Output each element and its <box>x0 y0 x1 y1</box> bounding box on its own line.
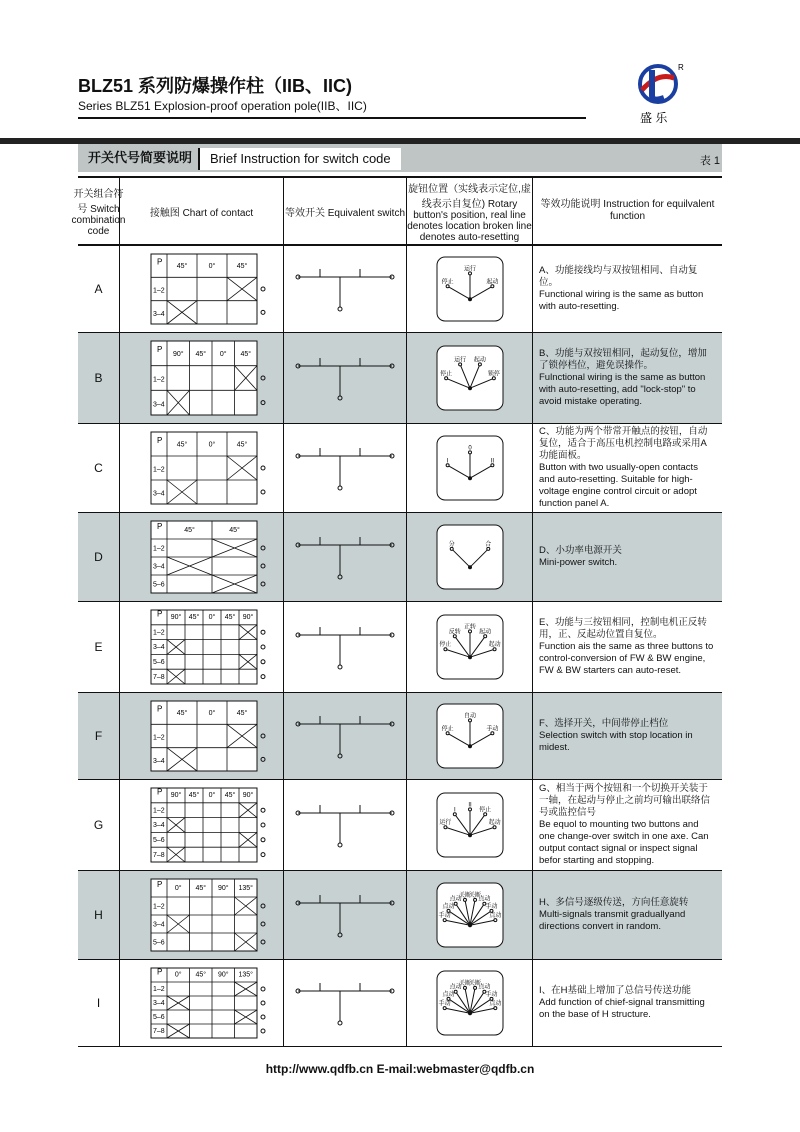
table-number: 表 1 <box>699 155 720 167</box>
dial-center <box>468 923 472 927</box>
dial-position-label: 关断 <box>458 980 471 987</box>
chart-angle-label: 90° <box>242 613 253 621</box>
rotary-knob-dial <box>435 791 505 859</box>
dial-position-label: 点动 <box>449 896 462 903</box>
chart-angle-label: 45° <box>176 710 187 717</box>
chart-contact-label: 1–2 <box>152 466 165 474</box>
chart-p-label: P <box>156 522 162 532</box>
chart-p-label: P <box>156 257 162 267</box>
description-zh: I、在H基础上增加了总信号传送功能 <box>539 985 692 997</box>
chart-terminal <box>261 376 265 380</box>
dial-position-label: 关断 <box>458 892 471 899</box>
switch-terminal <box>338 843 342 847</box>
dial-center <box>468 655 472 659</box>
chart-terminal <box>261 904 265 908</box>
chart-contact-label: 5–6 <box>152 837 165 845</box>
chart-angle-label: 45° <box>224 791 235 799</box>
table-row <box>78 693 722 780</box>
description-zh: H、多信号逐级传送，方向任意旋转 <box>539 897 689 909</box>
contact-chart <box>127 606 277 688</box>
equivalent-switch-cell <box>284 960 407 1046</box>
table-body <box>78 246 722 1047</box>
chart-contact-label: 5–6 <box>152 659 165 667</box>
chart-terminal <box>261 757 265 761</box>
chart-terminal <box>261 287 265 291</box>
chart-contact-label: 1–2 <box>152 807 165 815</box>
chart-angle-label: 45° <box>236 710 247 717</box>
contact-chart <box>127 784 277 866</box>
equivalent-switch-diagram <box>290 518 400 596</box>
dial-position-label: 起动 <box>478 629 491 636</box>
header-rule <box>78 117 586 119</box>
table-row <box>78 424 722 513</box>
chart-contact-label: 3–4 <box>152 1000 165 1008</box>
chart-contact-label: 1–2 <box>152 986 165 994</box>
function-description <box>533 602 722 692</box>
dial-position-label: 停止 <box>438 642 451 649</box>
chart-contact-label: 3–4 <box>152 401 165 409</box>
chart-angle-label: 90° <box>170 791 181 799</box>
header-function: 等效功能说明 Instruction for equilvalent function <box>540 198 715 222</box>
function-description <box>533 960 722 1046</box>
chart-terminal <box>261 853 265 857</box>
header-code: 开关组合符号 Switch combination code <box>78 178 120 244</box>
dial-position-label: 0 <box>467 445 472 452</box>
description-en: Mini-power switch. <box>539 557 618 568</box>
rotary-position-cell <box>407 602 533 692</box>
dial-center <box>468 833 472 837</box>
header-contact-chart: 接触图 Chart of contact <box>120 178 284 244</box>
switch-terminal <box>338 1021 342 1025</box>
rotary-knob-dial <box>435 969 505 1037</box>
chart-terminal <box>261 1015 265 1019</box>
description-en: Functional wiring is the same as button with auto-resetting. <box>539 289 704 312</box>
function-description <box>533 424 722 512</box>
chart-angle-label: 45° <box>194 884 206 892</box>
table-row <box>78 513 722 602</box>
switch-code-table <box>71 176 722 1047</box>
chart-terminal <box>261 401 265 405</box>
chart-contact-label: 7–8 <box>152 1028 165 1036</box>
switch-code: G <box>78 780 120 870</box>
chart-angle-label: 45° <box>194 971 206 979</box>
rotary-position-cell <box>407 333 533 423</box>
chart-terminal <box>261 675 265 679</box>
switch-code: D <box>78 513 120 601</box>
description-en: Selection switch with stop location in midest. <box>539 730 693 753</box>
chart-angle-label: 45° <box>176 263 187 270</box>
dial-center <box>468 476 472 480</box>
function-description <box>533 780 722 870</box>
function-description <box>533 871 722 959</box>
chart-angle-label: 0° <box>208 710 215 717</box>
dial-position-label: 锁停 <box>487 371 500 378</box>
switch-code: I <box>78 960 120 1046</box>
dial-position-label: 停止 <box>478 807 491 814</box>
chart-contact-label: 3–4 <box>152 822 165 830</box>
description-zh: G、相当于两个按钮和一个切换开关装于一轴，在起动与停止之前均可输出联络信号或监控信号 <box>539 783 711 819</box>
dial-position-label: I <box>453 807 456 814</box>
chart-p-label: P <box>156 345 162 355</box>
table-header-row <box>71 176 722 246</box>
chart-angle-label: 0° <box>174 971 182 979</box>
table-row <box>78 780 722 871</box>
description-zh: C、功能为两个带常开触点的按钮，自动复位，适合于高压电机控制电路或采用A功能面板。 <box>539 426 708 462</box>
switch-code: B <box>78 333 120 423</box>
dial-position-label: 点动 <box>442 903 455 910</box>
chart-contact-label: 1–2 <box>152 376 165 384</box>
contact-chart-cell <box>120 960 284 1046</box>
chart-contact-label: 7–8 <box>152 673 165 681</box>
chart-angle-label: 45° <box>224 613 235 621</box>
chart-contact-label: 3–4 <box>152 310 165 318</box>
chart-terminal <box>261 645 265 649</box>
equivalent-switch-diagram <box>290 876 400 954</box>
rotary-position-cell <box>407 246 533 332</box>
dial-center <box>468 386 472 390</box>
equivalent-switch-cell <box>284 780 407 870</box>
equivalent-switch-cell <box>284 693 407 779</box>
rotary-position-cell <box>407 960 533 1046</box>
table-row <box>78 960 722 1047</box>
chart-contact-label: 1–2 <box>152 545 165 553</box>
equivalent-switch-diagram <box>290 698 400 774</box>
dial-position-label: II <box>490 458 494 465</box>
rotary-knob-dial <box>435 434 505 502</box>
chart-angle-label: 0° <box>208 791 215 799</box>
chart-terminal <box>261 734 265 738</box>
chart-terminal <box>261 466 265 470</box>
chart-angle-label: 90° <box>242 791 253 799</box>
switch-code: H <box>78 871 120 959</box>
chart-angle-label: 90° <box>172 350 184 358</box>
contact-chart <box>127 428 277 508</box>
chart-p-label: P <box>156 787 162 797</box>
dial-position-label: 停止 <box>441 726 454 733</box>
dial-position-label: 点动 <box>449 984 462 991</box>
chart-terminal <box>261 490 265 494</box>
equivalent-switch-diagram <box>290 338 400 418</box>
table-row <box>78 871 722 960</box>
dial-position-label: 起动 <box>473 357 486 364</box>
chart-angle-label: 135° <box>238 971 253 979</box>
chart-terminal <box>261 546 265 550</box>
dial-center <box>468 744 472 748</box>
logo-text: 盛 乐 <box>640 111 668 125</box>
dial-position-label: 运行 <box>438 820 451 827</box>
logo-registered: R <box>678 63 684 72</box>
rotary-knob-dial <box>435 613 505 681</box>
description-zh: D、小功率电源开关 <box>539 545 622 557</box>
chart-angle-label: 45° <box>188 791 199 799</box>
equivalent-switch-cell <box>284 871 407 959</box>
chart-p-label: P <box>156 435 162 445</box>
page-title: BLZ51 系列防爆操作柱（IIB、IIC) <box>78 76 353 96</box>
chart-terminal <box>261 582 265 586</box>
contact-chart-cell <box>120 693 284 779</box>
rotary-knob-dial <box>435 523 505 591</box>
chart-terminal <box>261 808 265 812</box>
dial-position-label: 点动 <box>477 896 490 903</box>
chart-p-label: P <box>156 880 162 890</box>
dial-position-label: 手动 <box>438 913 451 920</box>
switch-terminal <box>338 754 342 758</box>
contact-chart <box>127 697 277 775</box>
chart-terminal <box>261 838 265 842</box>
function-description <box>533 693 722 779</box>
dial-position-label: 反转 <box>448 629 461 636</box>
dial-frame <box>437 525 503 589</box>
chart-terminal <box>261 660 265 664</box>
chart-contact-label: 3–4 <box>152 921 165 929</box>
chart-terminal <box>261 922 265 926</box>
dial-position-label: 起动 <box>488 642 501 649</box>
chart-terminal <box>261 310 265 314</box>
switch-code: E <box>78 602 120 692</box>
chart-angle-label: 45° <box>176 441 187 449</box>
table-row <box>78 246 722 333</box>
rotary-position-cell <box>407 424 533 512</box>
chart-contact-label: 3–4 <box>152 490 165 498</box>
contact-chart-cell <box>120 424 284 512</box>
chart-angle-label: 135° <box>238 884 253 892</box>
dial-position-label: 停止 <box>439 371 452 378</box>
description-zh: B、功能与双按钮相同，起动复位，增加了锁停档位，避免误操作。 <box>539 348 707 372</box>
chart-angle-label: 90° <box>170 613 181 621</box>
description-en: Button with two usually-open contacts and auto-resetting. Suitable for high-voltage engine control circuit or adopt function panel A. <box>539 462 698 509</box>
dial-position-label: 自动 <box>463 713 476 720</box>
switch-code: F <box>78 693 120 779</box>
rotary-position-cell <box>407 871 533 959</box>
contact-chart-cell <box>120 780 284 870</box>
dial-position-label: 关断 <box>468 980 481 987</box>
chart-angle-label: 45° <box>239 350 251 358</box>
switch-code: A <box>78 246 120 332</box>
footer-contact: http://www.qdfb.cn E-mail:webmaster@qdfb.cn <box>265 1062 535 1076</box>
equivalent-switch-diagram <box>290 785 400 865</box>
dial-position-label: 运行 <box>453 357 466 364</box>
chart-angle-label: 0° <box>208 441 215 449</box>
description-zh: A、功能接线均与双按钮相同、自动复位。 <box>539 265 698 289</box>
description-en: Add function of chief-signal transmitting on the base of H structure. <box>539 997 705 1020</box>
switch-terminal <box>338 665 342 669</box>
switch-terminal <box>338 933 342 937</box>
dial-position-label: I <box>446 458 448 465</box>
equivalent-switch-diagram <box>290 251 400 327</box>
contact-chart-cell <box>120 246 284 332</box>
chart-p-label: P <box>156 704 162 714</box>
equivalent-switch-cell <box>284 513 407 601</box>
contact-chart-cell <box>120 333 284 423</box>
dial-position-label: 手动 <box>485 726 498 733</box>
logo-mark-icon <box>622 62 702 130</box>
contact-chart-cell <box>120 513 284 601</box>
dial-center <box>468 297 472 301</box>
equivalent-switch-diagram <box>290 429 400 507</box>
header-rotary-position: 旋钮位置（实线表示定位,虚线表示自复位) Rotary button's position, real line denotes location broken line denotes auto-resetting <box>407 178 533 244</box>
chart-contact-label: 1–2 <box>152 287 165 295</box>
dial-position-label: 正转 <box>463 624 476 631</box>
description-en: Multi-signals transmit graduallyand directions convert in random. <box>539 909 686 932</box>
dial-position-label: 点动 <box>488 913 501 920</box>
switch-terminal <box>338 307 342 311</box>
chart-angle-label: 0° <box>174 884 182 892</box>
rotary-knob-dial <box>435 255 505 323</box>
contact-chart <box>127 250 277 328</box>
dial-position-label: 运行 <box>463 266 476 273</box>
dial-position-label: 起动 <box>485 279 498 286</box>
equivalent-switch-cell <box>284 333 407 423</box>
chart-terminal <box>261 1001 265 1005</box>
description-en: Fulnctional wiring is the same as button with auto-resetting, add "lock-stop" to avoid mistake operating. <box>539 372 706 407</box>
description-en: Function ais the same as three buttons to control-conversion of FW & BW engine, FW & BW starters can auto-reset. <box>539 641 714 676</box>
switch-terminal <box>338 575 342 579</box>
description-zh: E、功能与三按钮相同，控制电机正反转用，正、反起动位置自复位。 <box>539 617 707 641</box>
chart-p-label: P <box>156 609 162 619</box>
chart-angle-label: 45° <box>228 526 240 534</box>
chart-terminal <box>261 564 265 568</box>
chart-contact-label: 3–4 <box>152 644 165 652</box>
page-subtitle: Series BLZ51 Explosion-proof operation pole(IIB、IIC) <box>78 99 367 113</box>
dial-center <box>468 1011 472 1015</box>
chart-angle-label: 90° <box>217 971 229 979</box>
description-en: Be equol to mounting two buttons and one change-over switch in one axe. Can output contact signal or inspect signal befor starting and stopping. <box>539 819 709 866</box>
chart-angle-label: 0° <box>208 263 215 270</box>
contact-chart <box>127 964 277 1042</box>
rotary-knob-dial <box>435 881 505 949</box>
chart-contact-label: 5–6 <box>152 939 165 947</box>
rotary-position-cell <box>407 693 533 779</box>
chart-contact-label: 1–2 <box>152 629 165 637</box>
section-title <box>78 144 401 172</box>
chart-angle-label: 45° <box>188 613 199 621</box>
switch-terminal <box>338 486 342 490</box>
dial-position-label: 手动 <box>484 991 497 998</box>
table-row <box>78 602 722 693</box>
dial-position-label: 起动 <box>488 820 501 827</box>
chart-angle-label: 90° <box>217 884 229 892</box>
section-title-en: Brief Instruction for switch code <box>198 148 401 170</box>
section-title-zh: 开关代号简要说明 <box>88 150 193 165</box>
rotary-position-cell <box>407 513 533 601</box>
chart-angle-label: 45° <box>194 350 206 358</box>
equivalent-switch-cell <box>284 424 407 512</box>
equivalent-switch-cell <box>284 602 407 692</box>
chart-terminal <box>261 1029 265 1033</box>
dial-position-label: 分 <box>448 541 455 548</box>
equivalent-switch-diagram <box>290 965 400 1041</box>
chart-contact-label: 7–8 <box>152 851 165 859</box>
dial-position-label: 合 <box>484 541 491 548</box>
chart-p-label: P <box>156 967 162 977</box>
chart-angle-label: 45° <box>183 526 195 534</box>
dial-position-label: 停止 <box>441 279 454 286</box>
chart-terminal <box>261 630 265 634</box>
chart-contact-label: 5–6 <box>152 581 165 589</box>
chart-contact-label: 3–4 <box>152 563 165 571</box>
dial-position-label: 点动 <box>477 984 490 991</box>
function-description <box>533 246 722 332</box>
table-row <box>78 333 722 424</box>
chart-contact-label: 1–2 <box>152 903 165 911</box>
function-description <box>533 333 722 423</box>
dial-position-label: 手动 <box>484 903 497 910</box>
chart-angle-label: 45° <box>236 441 247 449</box>
dial-position-label: 手动 <box>438 1001 451 1008</box>
switch-code: C <box>78 424 120 512</box>
rotary-position-cell <box>407 780 533 870</box>
dial-position-label: 点动 <box>488 1001 501 1008</box>
brand-logo <box>622 62 702 130</box>
rotary-knob-dial <box>435 344 505 412</box>
dial-position-label: 关断 <box>468 892 481 899</box>
chart-angle-label: 45° <box>236 263 247 270</box>
chart-angle-label: 0° <box>208 613 215 621</box>
header-equivalent-switch: 等效开关 Equivalent switch <box>284 178 407 244</box>
chart-terminal <box>261 823 265 827</box>
contact-chart-cell <box>120 602 284 692</box>
contact-chart <box>127 517 277 597</box>
chart-terminal <box>261 940 265 944</box>
description-zh: F、选择开关，中间带停止档位 <box>539 718 669 730</box>
dial-position-label: II <box>467 802 472 809</box>
rotary-knob-dial <box>435 702 505 770</box>
function-description <box>533 513 722 601</box>
chart-contact-label: 1–2 <box>152 734 165 742</box>
dial-center <box>468 565 472 569</box>
chart-terminal <box>261 987 265 991</box>
dial-position-label: 点动 <box>442 991 455 998</box>
contact-chart <box>127 337 277 419</box>
chart-contact-label: 5–6 <box>152 1014 165 1022</box>
contact-chart <box>127 875 277 955</box>
equivalent-switch-cell <box>284 246 407 332</box>
equivalent-switch-diagram <box>290 607 400 687</box>
chart-contact-label: 3–4 <box>152 757 165 765</box>
switch-terminal <box>338 396 342 400</box>
contact-chart-cell <box>120 871 284 959</box>
chart-angle-label: 0° <box>219 350 227 358</box>
